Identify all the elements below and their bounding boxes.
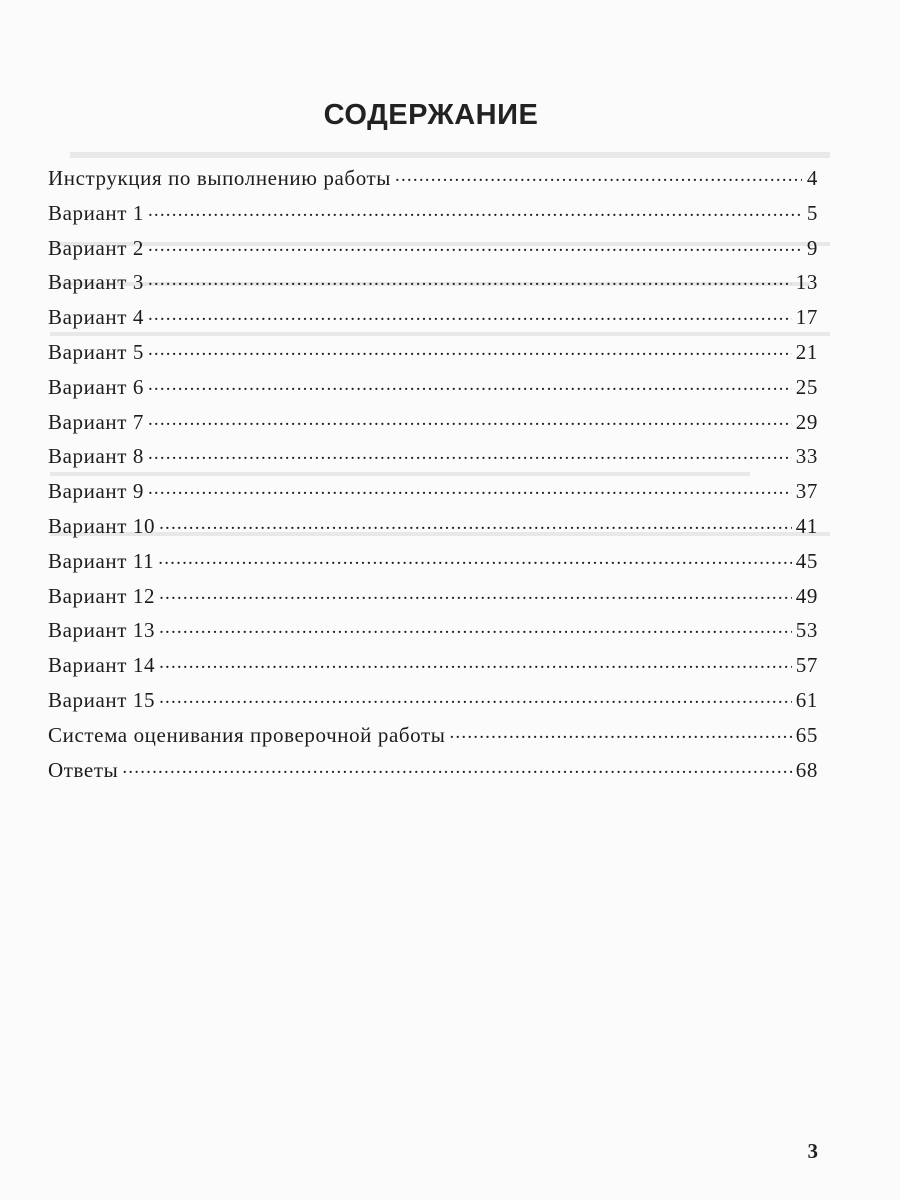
toc-entry-page: 49	[795, 583, 818, 608]
toc-entry-label: Вариант 2	[48, 235, 144, 260]
toc-entry-page: 61	[795, 687, 818, 712]
toc-entry-label: Вариант 9	[48, 479, 144, 504]
toc-leader-dots	[148, 412, 792, 433]
toc-entry-page: 37	[795, 479, 818, 504]
toc-leader-dots	[122, 760, 791, 781]
toc-entry[interactable]	[48, 340, 818, 375]
toc-leader-dots	[159, 655, 792, 676]
toc-leader-dots	[148, 481, 792, 502]
toc-leader-dots	[148, 377, 792, 398]
toc-entry[interactable]	[48, 270, 818, 305]
toc-entry[interactable]	[48, 410, 818, 445]
toc-entry[interactable]	[48, 723, 818, 758]
page-number: 3	[807, 1139, 818, 1163]
toc-entry-page: 25	[795, 374, 818, 399]
toc-entry-page: 5	[806, 200, 818, 225]
toc-leader-dots	[395, 168, 802, 189]
toc-entry-page: 41	[795, 513, 818, 538]
toc-entry[interactable]	[48, 236, 818, 271]
toc-entry[interactable]	[48, 444, 818, 479]
toc-entry-page: 4	[806, 166, 818, 190]
toc-leader-dots	[158, 551, 792, 572]
toc-entry[interactable]	[48, 514, 818, 549]
toc-entry-page: 17	[795, 305, 818, 330]
toc-entry-label: Вариант 5	[48, 339, 144, 364]
toc-entry-page: 45	[795, 548, 818, 573]
toc-entry-page: 29	[795, 409, 818, 434]
toc-entry[interactable]	[48, 166, 818, 201]
toc-leader-dots	[148, 342, 792, 363]
toc-entry-label: Вариант 1	[48, 200, 144, 225]
toc-entry-label: Вариант 15	[48, 687, 156, 712]
toc-entry-label: Ответы	[48, 757, 119, 782]
toc-entry[interactable]	[48, 305, 818, 340]
toc-leader-dots	[148, 203, 802, 224]
toc-leader-dots	[148, 446, 792, 467]
toc-entry-page: 57	[795, 653, 818, 678]
toc-entry[interactable]	[48, 201, 818, 236]
toc-entry[interactable]	[48, 688, 818, 723]
toc-entry-label: Вариант 10	[48, 513, 156, 538]
toc-entry-page: 33	[795, 444, 818, 469]
toc-leader-dots	[148, 272, 792, 293]
toc-entry-label: Вариант 3	[48, 270, 144, 295]
toc-entry[interactable]	[48, 653, 818, 688]
toc-entry-page: 21	[795, 339, 818, 364]
toc-entry-page: 13	[795, 270, 818, 295]
toc-entry-label: Система оценивания проверочной работы	[48, 722, 446, 747]
toc-leader-dots	[159, 690, 792, 711]
toc-entry-label: Вариант 14	[48, 653, 156, 678]
toc-entry[interactable]	[48, 375, 818, 410]
toc-leader-dots	[159, 586, 792, 607]
toc-entry-label: Вариант 13	[48, 618, 156, 643]
toc-leader-dots	[159, 516, 792, 537]
toc-entry-label: Вариант 11	[48, 548, 155, 573]
toc-entry-label: Инструкция по выполнению работы	[48, 166, 392, 190]
toc-entry[interactable]	[48, 618, 818, 653]
toc-entry-page: 65	[795, 722, 818, 747]
toc-entry-label: Вариант 7	[48, 409, 144, 434]
toc-entry-label: Вариант 12	[48, 583, 156, 608]
table-of-contents	[48, 166, 818, 792]
toc-entry[interactable]	[48, 758, 818, 793]
toc-leader-dots	[148, 307, 792, 328]
toc-entry-label: Вариант 6	[48, 374, 144, 399]
toc-entry-label: Вариант 4	[48, 305, 144, 330]
toc-entry-page: 9	[806, 235, 818, 260]
toc-entry-page: 53	[795, 618, 818, 643]
toc-leader-dots	[148, 238, 802, 259]
toc-entry-label: Вариант 8	[48, 444, 144, 469]
toc-leader-dots	[159, 620, 792, 641]
toc-leader-dots	[449, 725, 791, 746]
toc-entry[interactable]	[48, 549, 818, 584]
toc-entry[interactable]	[48, 479, 818, 514]
toc-entry-page: 68	[795, 757, 818, 782]
toc-entry[interactable]	[48, 584, 818, 619]
page-title: СОДЕРЖАНИЕ	[323, 99, 539, 132]
